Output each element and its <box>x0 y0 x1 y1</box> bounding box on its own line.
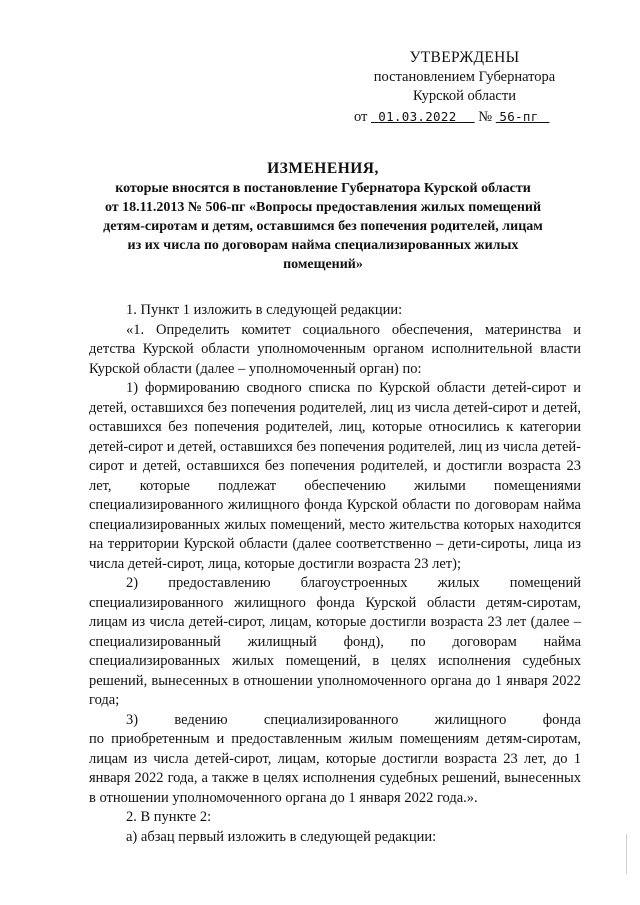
decree-number: 56-пг <box>499 108 539 124</box>
heading-subtitle-line: которые вносятся в постановление Губернатора Курской области <box>115 181 531 196</box>
document-body <box>89 301 581 847</box>
paragraph: 2. В пункте 2: <box>126 809 212 825</box>
paragraph: 3) ведению специализированного жилищного фонда <box>126 711 581 728</box>
heading-subtitle-line: детям-сиротам и детям, оставшимся без попечения родителей, лицам <box>103 219 543 234</box>
approval-block <box>352 48 577 127</box>
approval-date-line <box>352 107 577 128</box>
number-prefix: № <box>478 108 493 125</box>
heading-subtitle-line: из их числа по договорам найма специализированных жилых <box>127 238 519 253</box>
paragraph: а) абзац первый изложить в следующей редакции: <box>126 828 437 845</box>
approval-line-1: постановлением Губернатора <box>373 68 556 85</box>
heading-subtitle-line: помещений» <box>283 257 363 272</box>
paragraph: по приобретенным и предоставленным жилым помещениям детям-сиротам, лицам из числа детей-сирот, лицам, которые достигли возраста 23 лет, до 1 января 2022 года, а также в целях исполнения судебных решений, вынесенных в отношении уполномоченного органа до 1 января 2022 года.». <box>89 731 581 806</box>
paragraph: 2) предоставлению благоустроенных жилых помещений специализированного жилищного фонда Курской области детям-сиротам, лицам из числа детей-сирот, лицам, которые достигли возраста 23 лет (далее – специализированный жилищный фонд), по договорам найма специализированных жилых помещений, в целях исполнения судебных решений, вынесенных в отношении уполномоченного органа до 1 января 2022 года; <box>89 575 581 708</box>
approval-line-2: Курской области <box>413 88 516 104</box>
date-prefix: от <box>354 108 368 125</box>
heading-title: ИЗМЕНЕНИЯ, <box>267 160 379 177</box>
paragraph: 1. Пункт 1 изложить в следующей редакции: <box>126 302 403 318</box>
document-heading <box>78 158 568 274</box>
scan-edge-line <box>626 834 627 874</box>
approval-title: УТВЕРЖДЕНЫ <box>409 49 520 66</box>
heading-subtitle-line: от 18.11.2013 № 506-пг «Вопросы предоставления жилых помещений <box>104 200 542 215</box>
paragraph: «1. Определить комитет социального обеспечения, материнства и детства Курской области уполномоченным органом исполнительной власти Курской области (далее – уполномоченный орган) по: <box>89 321 581 377</box>
paragraph: 1) формированию сводного списка по Курской области детей-сирот и детей, оставшихся без попечения родителей, лиц из числа детей-сирот и детей, оставшихся без попечения родителей, лиц, которые относились к категории детей-сирот и детей, оставшихся без попечения родителей, лиц из числа детей-сирот и детей, оставшихся без попечения родителей, и достигли возраста 23 лет, которые подлежат обеспечению жилыми помещениями специализированного жилищного фонда Курской области по договорам найма специализированных жилых помещений, место жительства которых находится на территории Курской области (далее соответственно – дети-сироты, лица из числа детей-сирот, лица, которые достигли возраста 23 лет); <box>89 380 581 572</box>
decree-date: 01.03.2022 <box>378 108 457 124</box>
